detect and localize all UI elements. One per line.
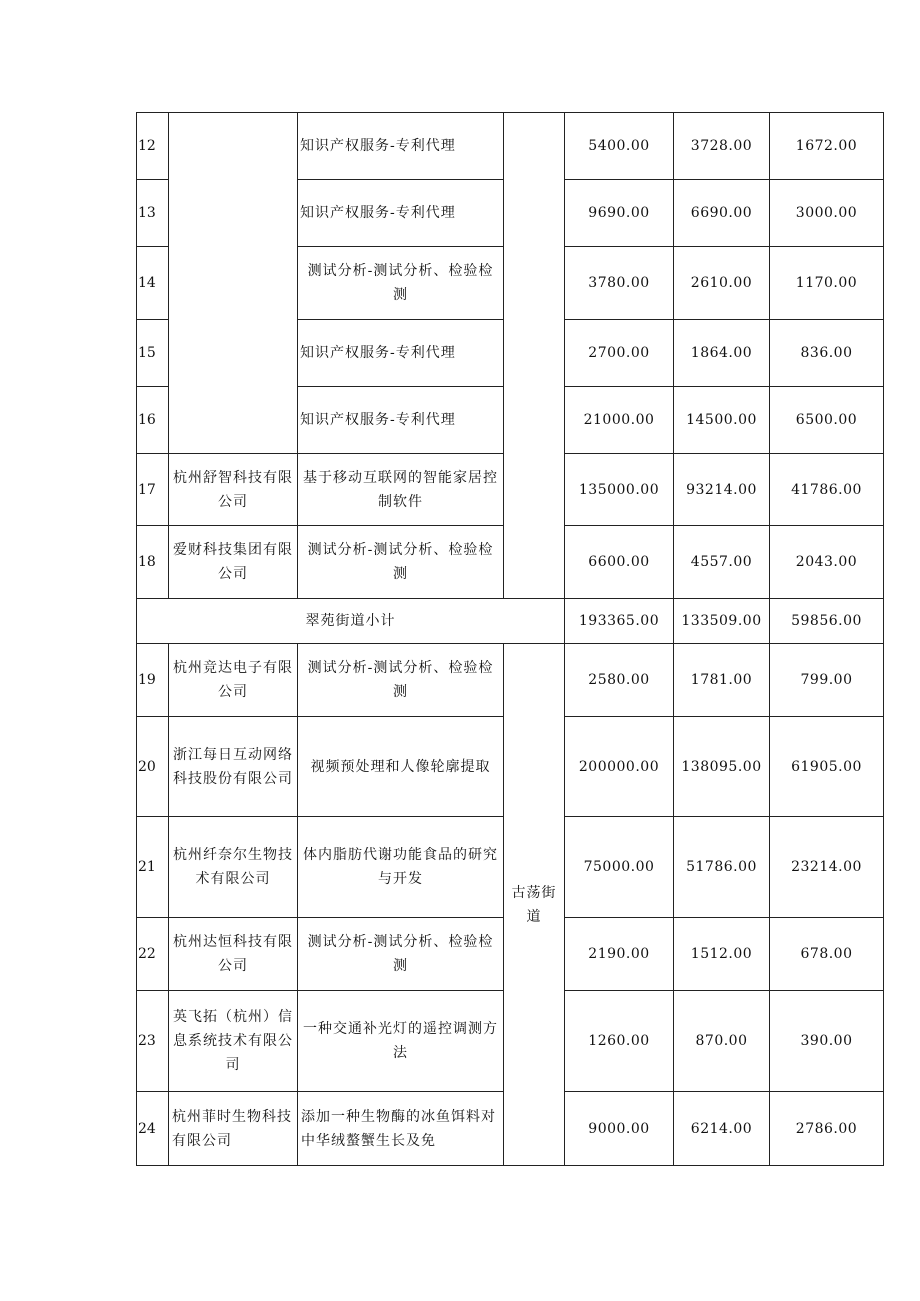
amount-part-2: 3000.00 xyxy=(770,180,884,247)
subtotal-total: 193365.00 xyxy=(565,599,674,644)
amount-total: 5400.00 xyxy=(565,113,674,180)
project-name: 视频预处理和人像轮廓提取 xyxy=(298,717,504,817)
company-name: 杭州菲时生物科技有限公司 xyxy=(169,1092,298,1166)
amount-part-1: 1864.00 xyxy=(674,320,770,387)
amount-part-1: 870.00 xyxy=(674,991,770,1092)
amount-total: 135000.00 xyxy=(565,454,674,526)
amount-part-2: 6500.00 xyxy=(770,387,884,454)
amount-part-2: 23214.00 xyxy=(770,817,884,918)
project-name: 测试分析-测试分析、检验检测 xyxy=(298,644,504,717)
amount-part-2: 836.00 xyxy=(770,320,884,387)
amount-part-1: 1781.00 xyxy=(674,644,770,717)
amount-part-1: 93214.00 xyxy=(674,454,770,526)
subtotal-row xyxy=(137,599,884,644)
project-name: 一种交通补光灯的遥控调测方法 xyxy=(298,991,504,1092)
company-name: 杭州舒智科技有限公司 xyxy=(169,454,298,526)
project-name: 体内脂肪代谢功能食品的研究与开发 xyxy=(298,817,504,918)
company-name: 爱财科技集团有限公司 xyxy=(169,526,298,599)
project-name: 测试分析-测试分析、检验检测 xyxy=(298,526,504,599)
company-name: 英飞拓（杭州）信息系统技术有限公司 xyxy=(169,991,298,1092)
row-number: 16 xyxy=(137,387,169,454)
row-number: 19 xyxy=(137,644,169,717)
amount-total: 9690.00 xyxy=(565,180,674,247)
row-number: 20 xyxy=(137,717,169,817)
amount-part-2: 390.00 xyxy=(770,991,884,1092)
amount-part-1: 4557.00 xyxy=(674,526,770,599)
project-name: 知识产权服务-专利代理 xyxy=(298,113,504,180)
company-name: 杭州达恒科技有限公司 xyxy=(169,918,298,991)
company-cell-empty xyxy=(169,113,298,454)
amount-total: 6600.00 xyxy=(565,526,674,599)
amount-total: 200000.00 xyxy=(565,717,674,817)
project-name: 知识产权服务-专利代理 xyxy=(298,387,504,454)
row-number: 21 xyxy=(137,817,169,918)
row-number: 22 xyxy=(137,918,169,991)
subsidy-table xyxy=(136,112,884,1166)
amount-part-1: 1512.00 xyxy=(674,918,770,991)
amount-part-2: 41786.00 xyxy=(770,454,884,526)
subtotal-part-2: 59856.00 xyxy=(770,599,884,644)
row-number: 15 xyxy=(137,320,169,387)
amount-part-2: 1170.00 xyxy=(770,247,884,320)
subtotal-label: 翠苑街道小计 xyxy=(137,599,565,644)
project-name: 添加一种生物酶的冰鱼饵料对中华绒螯蟹生长及免 xyxy=(298,1092,504,1166)
amount-part-2: 678.00 xyxy=(770,918,884,991)
project-name: 知识产权服务-专利代理 xyxy=(298,180,504,247)
amount-part-1: 51786.00 xyxy=(674,817,770,918)
amount-total: 2580.00 xyxy=(565,644,674,717)
table-row xyxy=(137,113,884,180)
project-name: 测试分析-测试分析、检验检测 xyxy=(298,918,504,991)
amount-part-2: 2043.00 xyxy=(770,526,884,599)
amount-total: 2700.00 xyxy=(565,320,674,387)
project-name: 知识产权服务-专利代理 xyxy=(298,320,504,387)
project-name: 测试分析-测试分析、检验检测 xyxy=(298,247,504,320)
amount-part-2: 2786.00 xyxy=(770,1092,884,1166)
row-number: 17 xyxy=(137,454,169,526)
project-name: 基于移动互联网的智能家居控制软件 xyxy=(298,454,504,526)
amount-total: 3780.00 xyxy=(565,247,674,320)
row-number: 24 xyxy=(137,1092,169,1166)
amount-part-1: 2610.00 xyxy=(674,247,770,320)
street-name: 古荡街道 xyxy=(504,644,565,1166)
amount-part-2: 1672.00 xyxy=(770,113,884,180)
company-name: 杭州纤奈尔生物技术有限公司 xyxy=(169,817,298,918)
row-number: 14 xyxy=(137,247,169,320)
amount-total: 21000.00 xyxy=(565,387,674,454)
company-name: 杭州竞达电子有限公司 xyxy=(169,644,298,717)
street-cell-empty xyxy=(504,113,565,599)
row-number: 13 xyxy=(137,180,169,247)
company-name: 浙江每日互动网络科技股份有限公司 xyxy=(169,717,298,817)
amount-part-1: 138095.00 xyxy=(674,717,770,817)
table-row xyxy=(137,644,884,717)
amount-total: 2190.00 xyxy=(565,918,674,991)
amount-part-2: 799.00 xyxy=(770,644,884,717)
amount-total: 1260.00 xyxy=(565,991,674,1092)
amount-part-1: 6690.00 xyxy=(674,180,770,247)
row-number: 18 xyxy=(137,526,169,599)
row-number: 12 xyxy=(137,113,169,180)
amount-part-2: 61905.00 xyxy=(770,717,884,817)
amount-part-1: 3728.00 xyxy=(674,113,770,180)
amount-part-1: 14500.00 xyxy=(674,387,770,454)
amount-total: 75000.00 xyxy=(565,817,674,918)
amount-part-1: 6214.00 xyxy=(674,1092,770,1166)
subtotal-part-1: 133509.00 xyxy=(674,599,770,644)
amount-total: 9000.00 xyxy=(565,1092,674,1166)
row-number: 23 xyxy=(137,991,169,1092)
